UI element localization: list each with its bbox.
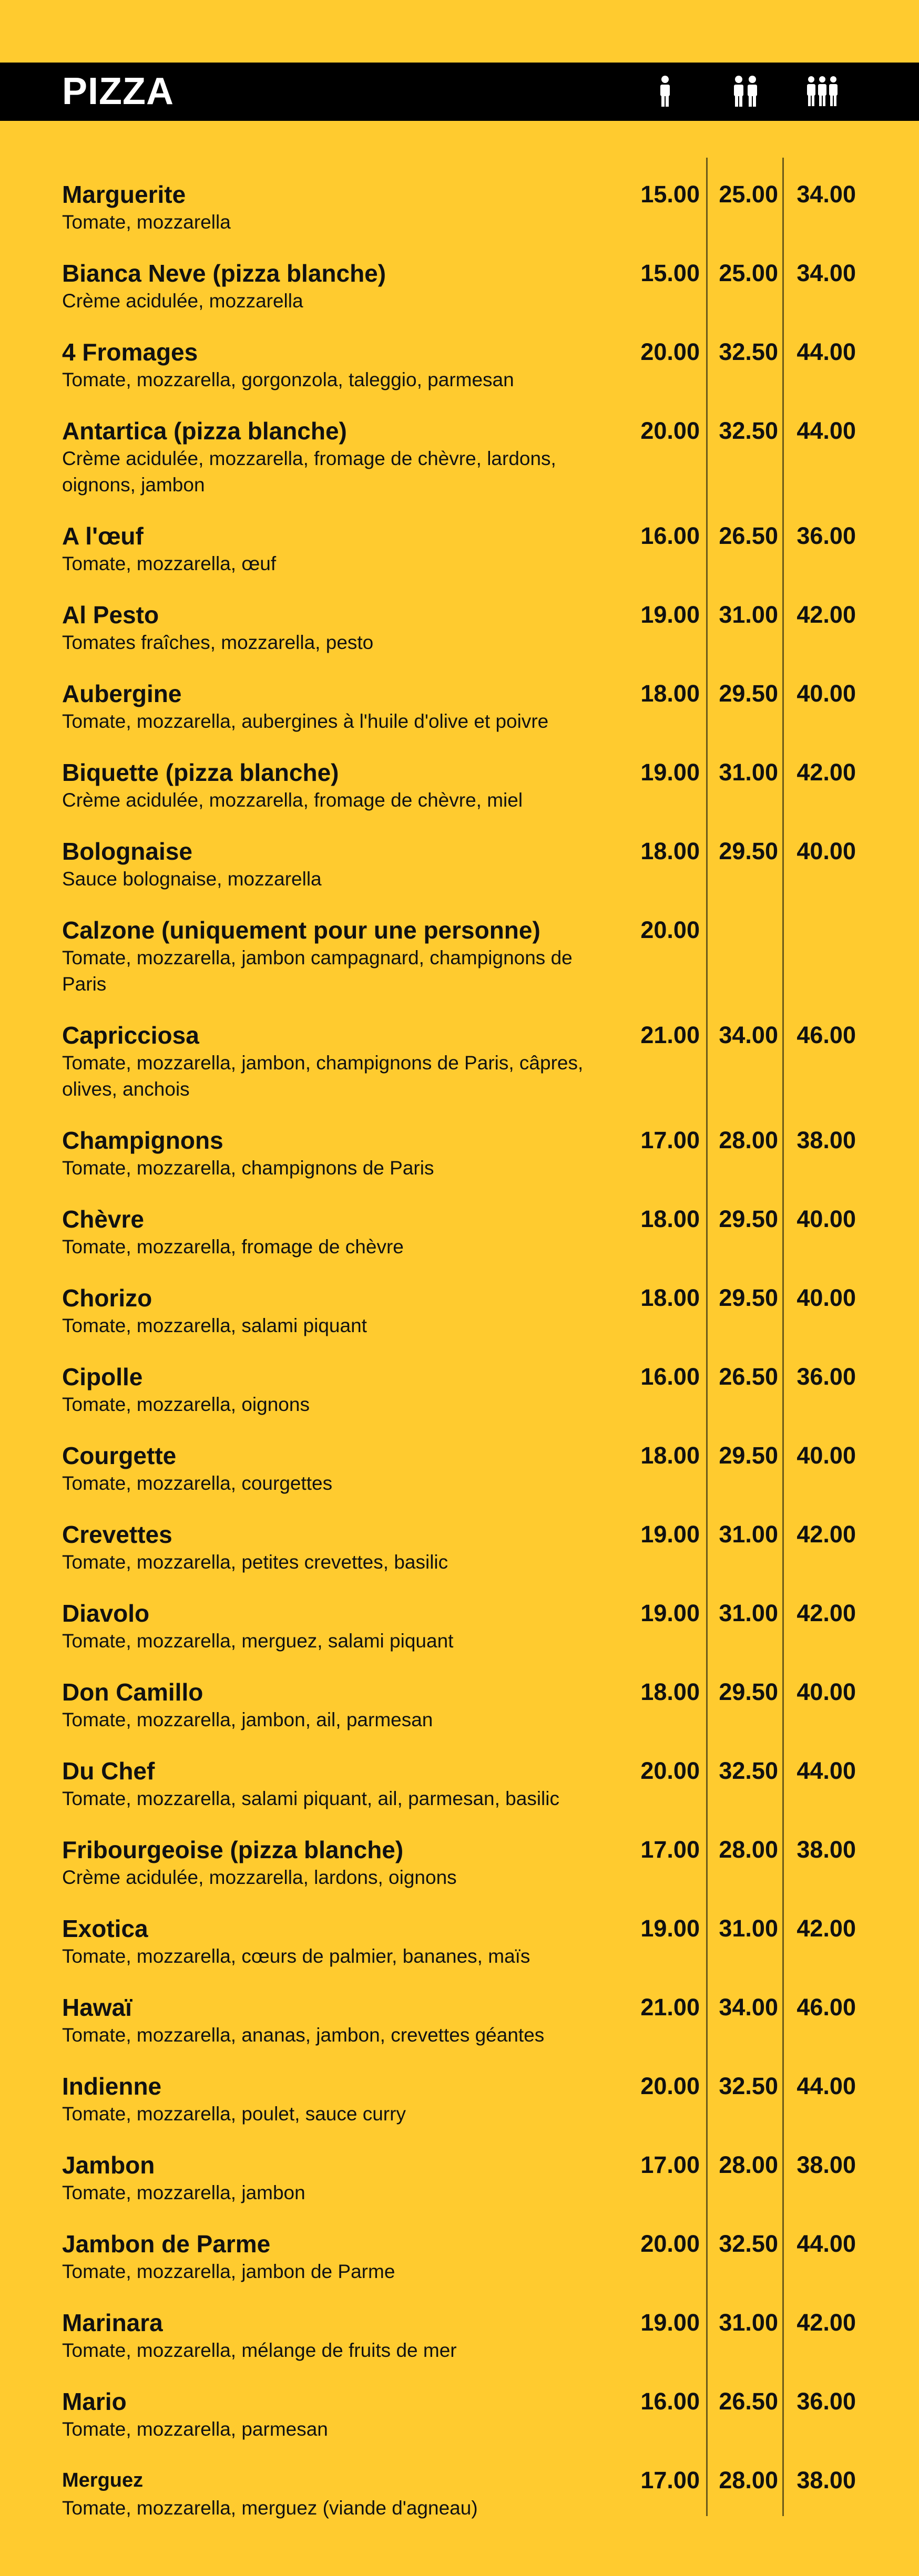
price-two-persons: 25.00 — [719, 181, 778, 208]
item-name: 4 Fromages — [62, 338, 198, 366]
price-three-persons: 42.00 — [797, 1915, 856, 1942]
price-one-person: 21.00 — [640, 1022, 700, 1048]
item-description: Tomate, mozzarella, salami piquant — [62, 1315, 367, 1336]
item-description: Tomate, mozzarella, oignons — [62, 1394, 310, 1415]
price-two-persons: 26.50 — [719, 1363, 778, 1390]
three-people-icon — [806, 74, 839, 109]
item-description: Tomate, mozzarella, champignons de Paris — [62, 1157, 434, 1179]
price-three-persons: 36.00 — [797, 522, 856, 549]
item-name: Don Camillo — [62, 1678, 203, 1706]
price-three-persons: 38.00 — [797, 1127, 856, 1153]
price-two-persons: 34.00 — [719, 1022, 778, 1048]
price-two-persons: 31.00 — [719, 1521, 778, 1548]
price-two-persons: 31.00 — [719, 759, 778, 786]
item-description: Crème acidulée, mozzarella, lardons, oignons — [62, 1867, 457, 1888]
price-one-person: 18.00 — [640, 680, 700, 707]
item-name: Indienne — [62, 2073, 162, 2100]
page-title: PIZZA — [62, 70, 174, 112]
item-name: Hawaï — [62, 1994, 132, 2021]
item-description: Tomate, mozzarella, jambon de Parme — [62, 2261, 395, 2282]
price-two-persons: 25.00 — [719, 260, 778, 286]
item-description: Tomate, mozzarella, courgettes — [62, 1472, 333, 1494]
price-one-person: 20.00 — [640, 417, 700, 444]
price-one-person: 19.00 — [640, 1521, 700, 1548]
price-three-persons: 42.00 — [797, 759, 856, 786]
price-one-person: 15.00 — [640, 181, 700, 208]
price-three-persons: 44.00 — [797, 417, 856, 444]
price-three-persons: 42.00 — [797, 1600, 856, 1626]
price-two-persons: 26.50 — [719, 522, 778, 549]
price-two-persons: 32.50 — [719, 2073, 778, 2099]
price-two-persons: 32.50 — [719, 338, 778, 365]
item-description: Tomate, mozzarella — [62, 211, 231, 233]
price-three-persons: 46.00 — [797, 1022, 856, 1048]
price-three-persons: 46.00 — [797, 1994, 856, 2021]
price-one-person: 17.00 — [640, 2151, 700, 2178]
price-one-person: 19.00 — [640, 759, 700, 786]
item-description: Tomate, mozzarella, œuf — [62, 553, 277, 574]
price-one-person: 20.00 — [640, 338, 700, 365]
price-two-persons: 31.00 — [719, 601, 778, 628]
item-name: Cipolle — [62, 1363, 143, 1390]
price-two-persons: 31.00 — [719, 1915, 778, 1942]
item-name: Du Chef — [62, 1757, 155, 1785]
item-description: Tomate, mozzarella, mélange de fruits de mer — [62, 2340, 457, 2361]
item-description: Tomate, mozzarella, petites crevettes, basilic — [62, 1551, 448, 1573]
item-description: Tomate, mozzarella, ananas, jambon, crevettes géantes — [62, 2024, 545, 2046]
item-description: Tomate, mozzarella, fromage de chèvre — [62, 1236, 404, 1258]
price-two-persons: 31.00 — [719, 2309, 778, 2336]
price-one-person: 18.00 — [640, 838, 700, 864]
price-three-persons: 44.00 — [797, 2073, 856, 2099]
price-two-persons: 29.50 — [719, 838, 778, 864]
price-one-person: 19.00 — [640, 1915, 700, 1942]
price-one-person: 21.00 — [640, 1994, 700, 2021]
item-description: Tomate, mozzarella, merguez, salami piquant — [62, 1630, 454, 1652]
price-three-persons: 34.00 — [797, 181, 856, 208]
item-name: Biquette (pizza blanche) — [62, 759, 339, 786]
item-description: Tomate, mozzarella, jambon campagnard, champignons de Paris — [62, 947, 573, 995]
price-two-persons: 28.00 — [719, 1836, 778, 1863]
price-one-person: 20.00 — [640, 916, 700, 943]
item-description: Tomate, mozzarella, gorgonzola, taleggio, parmesan — [62, 369, 514, 390]
price-three-persons: 44.00 — [797, 2230, 856, 2257]
item-description: Crème acidulée, mozzarella — [62, 290, 303, 312]
price-one-person: 15.00 — [640, 260, 700, 286]
item-description: Tomate, mozzarella, salami piquant, ail, parmesan, basilic — [62, 1788, 559, 1809]
price-one-person: 18.00 — [640, 1205, 700, 1232]
item-name: Chèvre — [62, 1205, 144, 1233]
price-two-persons: 29.50 — [719, 1205, 778, 1232]
price-one-person: 18.00 — [640, 1678, 700, 1705]
item-name: Mario — [62, 2388, 127, 2415]
price-one-person: 20.00 — [640, 2230, 700, 2257]
item-name: Diavolo — [62, 1600, 150, 1627]
item-name: Aubergine — [62, 680, 182, 707]
item-description: Sauce bolognaise, mozzarella — [62, 868, 322, 890]
price-two-persons: 29.50 — [719, 1442, 778, 1469]
price-three-persons: 40.00 — [797, 1442, 856, 1469]
price-three-persons: 38.00 — [797, 1836, 856, 1863]
item-name: Merguez — [62, 2469, 144, 2491]
price-two-persons: 29.50 — [719, 680, 778, 707]
item-description: Tomate, mozzarella, jambon, champignons de Paris, câpres, olives, anchois — [62, 1052, 584, 1100]
price-two-persons: 34.00 — [719, 1994, 778, 2021]
price-two-persons: 32.50 — [719, 2230, 778, 2257]
price-three-persons: 40.00 — [797, 1284, 856, 1311]
price-two-persons: 32.50 — [719, 417, 778, 444]
price-one-person: 17.00 — [640, 2467, 700, 2493]
item-name: Marinara — [62, 2309, 163, 2336]
item-name: Bianca Neve (pizza blanche) — [62, 260, 386, 287]
price-one-person: 20.00 — [640, 1757, 700, 1784]
item-name: Fribourgeoise (pizza blanche) — [62, 1836, 404, 1863]
two-people-icon — [732, 74, 759, 109]
item-description: Tomate, mozzarella, poulet, sauce curry — [62, 2103, 406, 2125]
price-three-persons: 40.00 — [797, 1205, 856, 1232]
item-name: Marguerite — [62, 181, 186, 208]
item-description: Crème acidulée, mozzarella, fromage de chèvre, lardons, oignons, jambon — [62, 448, 556, 496]
price-three-persons: 34.00 — [797, 260, 856, 286]
price-two-persons: 28.00 — [719, 2151, 778, 2178]
price-three-persons: 40.00 — [797, 838, 856, 864]
price-one-person: 19.00 — [640, 1600, 700, 1626]
price-one-person: 19.00 — [640, 2309, 700, 2336]
price-one-person: 18.00 — [640, 1442, 700, 1469]
item-description: Tomate, mozzarella, merguez (viande d'agneau) — [62, 2497, 478, 2519]
price-three-persons: 38.00 — [797, 2151, 856, 2178]
item-name: Chorizo — [62, 1284, 152, 1312]
price-one-person: 20.00 — [640, 2073, 700, 2099]
item-name: A l'œuf — [62, 522, 144, 550]
item-description: Tomate, mozzarella, parmesan — [62, 2418, 328, 2440]
item-name: Antartica (pizza blanche) — [62, 417, 347, 445]
item-description: Tomate, mozzarella, jambon — [62, 2182, 305, 2203]
price-three-persons: 36.00 — [797, 1363, 856, 1390]
item-name: Exotica — [62, 1915, 148, 1942]
price-three-persons: 44.00 — [797, 1757, 856, 1784]
price-three-persons: 36.00 — [797, 2388, 856, 2415]
item-name: Crevettes — [62, 1521, 172, 1548]
item-description: Tomate, mozzarella, aubergines à l'huile d'olive et poivre — [62, 710, 549, 732]
item-name: Jambon — [62, 2151, 155, 2179]
price-two-persons: 28.00 — [719, 1127, 778, 1153]
price-one-person: 16.00 — [640, 2388, 700, 2415]
price-three-persons: 44.00 — [797, 338, 856, 365]
item-description: Crème acidulée, mozzarella, fromage de chèvre, miel — [62, 789, 523, 811]
price-three-persons: 38.00 — [797, 2467, 856, 2493]
column-divider — [782, 158, 784, 2516]
item-name: Champignons — [62, 1127, 223, 1154]
price-three-persons: 42.00 — [797, 1521, 856, 1548]
item-name: Courgette — [62, 1442, 177, 1469]
item-name: Jambon de Parme — [62, 2230, 271, 2258]
person-icon — [659, 74, 671, 109]
item-description: Tomate, mozzarella, cœurs de palmier, bananes, maïs — [62, 1945, 530, 1967]
price-two-persons: 29.50 — [719, 1678, 778, 1705]
price-one-person: 18.00 — [640, 1284, 700, 1311]
item-name: Calzone (uniquement pour une personne) — [62, 916, 540, 944]
price-three-persons: 42.00 — [797, 601, 856, 628]
price-two-persons: 31.00 — [719, 1600, 778, 1626]
item-description: Tomates fraîches, mozzarella, pesto — [62, 632, 374, 653]
price-three-persons: 42.00 — [797, 2309, 856, 2336]
column-divider — [706, 158, 708, 2516]
price-one-person: 16.00 — [640, 522, 700, 549]
item-description: Tomate, mozzarella, jambon, ail, parmesan — [62, 1709, 433, 1730]
price-one-person: 17.00 — [640, 1127, 700, 1153]
item-name: Bolognaise — [62, 838, 192, 865]
price-three-persons: 40.00 — [797, 680, 856, 707]
price-two-persons: 29.50 — [719, 1284, 778, 1311]
price-three-persons: 40.00 — [797, 1678, 856, 1705]
item-name: Capricciosa — [62, 1022, 199, 1049]
item-name: Al Pesto — [62, 601, 159, 628]
price-one-person: 19.00 — [640, 601, 700, 628]
price-two-persons: 32.50 — [719, 1757, 778, 1784]
price-one-person: 17.00 — [640, 1836, 700, 1863]
price-two-persons: 26.50 — [719, 2388, 778, 2415]
price-one-person: 16.00 — [640, 1363, 700, 1390]
price-two-persons: 28.00 — [719, 2467, 778, 2493]
